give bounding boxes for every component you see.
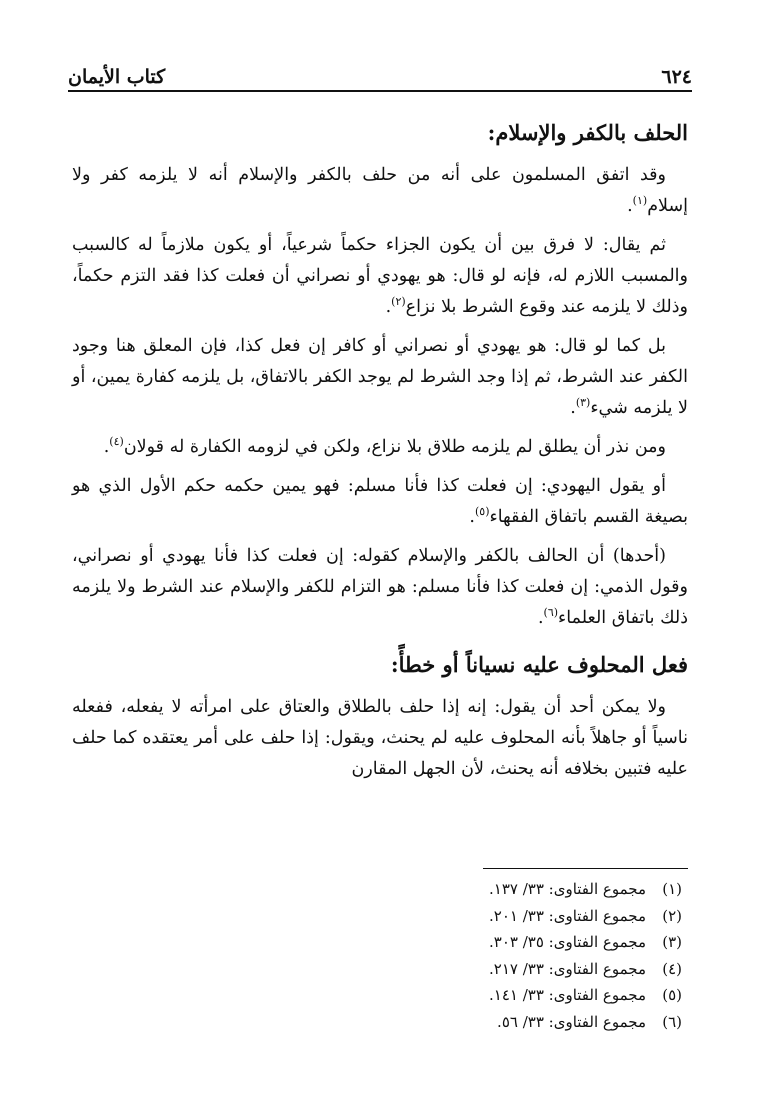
paragraph-1: وقد اتفق المسلمون على أنه من حلف بالكفر والإسلام أنه لا يلزمه كفر ولا إسلام$^{(١)}$. (72, 165, 688, 216)
footnote-ref-5[interactable]: (٥) (474, 505, 490, 519)
footnote-4: (٤) مجموع الفتاوى: ٣٣/ ٢١٧. (489, 959, 682, 978)
footnote-ref-6[interactable]: (٦) (543, 606, 559, 620)
footnote-3: (٣) مجموع الفتاوى: ٣٥/ ٣٠٣. (489, 933, 682, 951)
footnote-ref-4[interactable]: (٤) (109, 435, 124, 449)
paragraph-7: ولا يمكن أحد أن يقول: إنه إذا حلف بالطلاق والعتاق على امرأته لا يفعله، ففعله ناسياً أو جاهلاً بأنه المحلوف عليه لم يحنث، ويقول: إذا حلف على أمر يعتقده كما حلف عليه فتبين بخلافه أنه يحنث، لأن الجهل المقارن (72, 697, 688, 779)
section-heading-oath-by-disbelief: الحلف بالكفر والإسلام: (487, 120, 688, 145)
footnote-1: (١) مجموع الفتاوى: ٣٣/ ١٣٧. (489, 880, 682, 898)
paragraph-2: ثم يقال: لا فرق بين أن يكون الجزاء حكماً شرعياً، أو يكون ملازماً له كالسبب والمسبب اللازم له، فإنه لو قال: هو يهودي أو نصراني أن فعلت كذا فقد التزم حكماً، وذلك لا يلزمه عند وقوع الشرط بلا نزاع$^{(٢)}$. (72, 235, 688, 317)
footnotes (322, 876, 682, 1035)
paragraph-5: أو يقول اليهودي: إن فعلت كذا فأنا مسلم: فهو يمين حكمه حكم الأول الذي هو بصيغة القسم باتفاق الفقهاء$^{(٥)}$. (72, 476, 688, 527)
paragraph-4: ومن نذر أن يطلق لم يلزمه طلاق بلا نزاع، ولكن في لزومه الكفارة له قولان$^{(٤)}$. (103, 435, 666, 457)
section-heading-forgetting-or-error: فعل المحلوف عليه نسياناً أو خطأً: (390, 652, 688, 677)
book-title: كتاب الأيمان (68, 66, 166, 88)
paragraph-6: (أحدها) أن الحالف بالكفر والإسلام كقوله: إن فعلت كذا فأنا يهودي أو نصراني، وقول الذمي: إن فعلت كذا فأنا مسلم: هو التزام للكفر والإسلام عند الشرط ولا يلزمه ذلك باتفاق العلماء$^{(٦)}$. (72, 546, 688, 628)
running-header (68, 54, 692, 88)
page-number: ٦٢٤ (661, 66, 692, 88)
footnote-ref-2[interactable]: (٢) (391, 295, 406, 309)
footnote-ref-3[interactable]: (٣) (575, 396, 591, 410)
footnote-2: (٢) مجموع الفتاوى: ٣٣/ ٢٠١. (489, 906, 682, 925)
footnote-5: (٥) مجموع الفتاوى: ٣٣/ ١٤١. (489, 986, 682, 1004)
paragraph-3: بل كما لو قال: هو يهودي أو نصراني أو كافر إن فعل كذا، فإن المعلق هنا وجود الكفر عند الشرط، ثم إذا وجد الشرط لم يوجد الكفر بالاتفاق، بل يلزمه كفارة يمين، أو لا يلزمه شيء$^{(٣)}$. (72, 336, 688, 418)
footnote-divider (483, 868, 688, 869)
footnote-6: (٦) مجموع الفتاوى: ٣٣/ ٥٦. (497, 1012, 682, 1031)
header-divider (68, 90, 692, 92)
footnote-ref-1[interactable]: (١) (632, 194, 648, 208)
main-text (72, 116, 688, 793)
